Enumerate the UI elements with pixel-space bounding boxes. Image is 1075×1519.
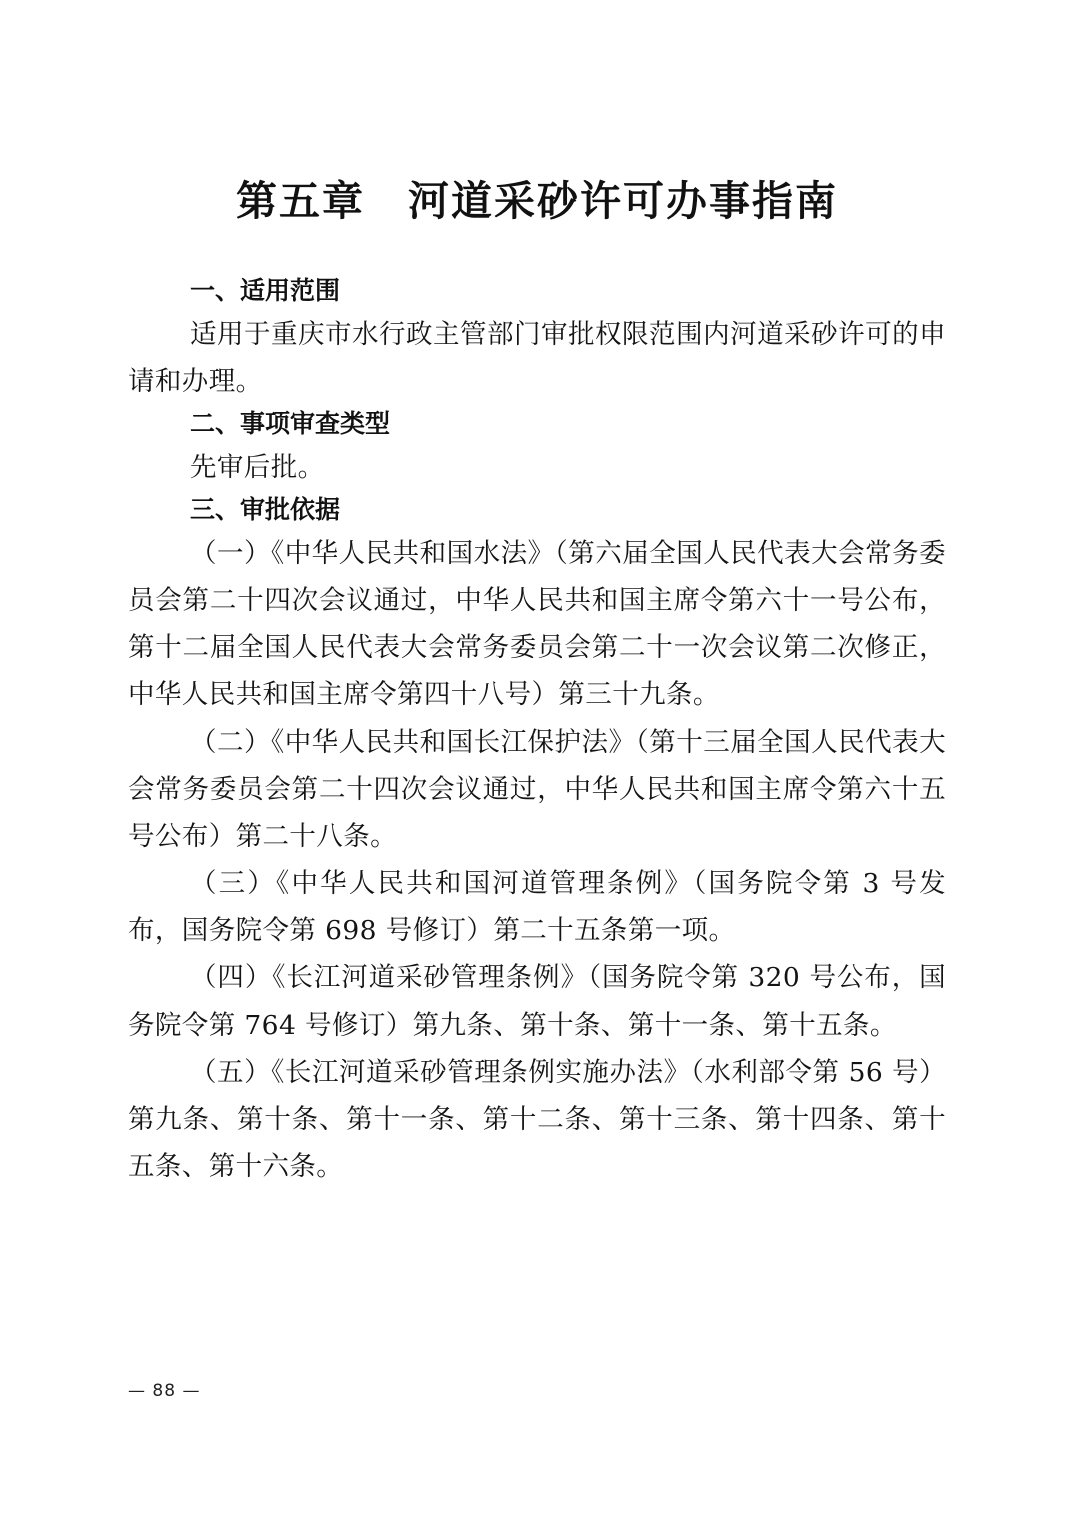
section-paragraph-approval-basis-5: （五）《长江河道采砂管理条例实施办法》（水利部令第 56 号）第九条、第十条、第十一条、第十二条、第十三条、第十四条、第十五条、第十六条。 [128, 1056, 946, 1183]
section-paragraph-review-type-1: 先审后批。 [190, 452, 325, 484]
section-heading-review-type: 二、事项审查类型 [190, 409, 391, 439]
section-paragraph-approval-basis-1: （一）《中华人民共和国水法》（第六届全国人民代表大会常务委员会第二十四次会议通过，中华人民共和国主席令第六十一号公布，第十二届全国人民代表大会常务委员会第二十一次会议第二次修正，中华人民共和国主席令第四十八号）第三十九条。 [128, 538, 946, 711]
title-spacer [128, 228, 946, 272]
section-heading-approval-basis: 三、审批依据 [190, 495, 341, 525]
page-number: — 88 — [128, 1381, 201, 1401]
section-heading-scope: 一、适用范围 [190, 276, 341, 306]
page-content [128, 0, 946, 1190]
section-paragraph-approval-basis-2: （二）《中华人民共和国长江保护法》（第十三届全国人民代表大会常务委员会第二十四次会议通过，中华人民共和国主席令第六十五号公布）第二十八条。 [128, 726, 946, 852]
page-title: 第五章 河道采砂许可办事指南 [236, 177, 838, 225]
section-paragraph-approval-basis-3: （三）《中华人民共和国河道管理条例》（国务院令第 3 号发布，国务院令第 698 号修订）第二十五条第一项。 [128, 868, 946, 947]
section-paragraph-approval-basis-4: （四）《长江河道采砂管理条例》（国务院令第 320 号公布，国务院令第 764 号修订）第九条、第十条、第十一条、第十五条。 [128, 962, 946, 1041]
section-paragraph-scope-1: 适用于重庆市水行政主管部门审批权限范围内河道采砂许可的申请和办理。 [128, 319, 946, 398]
